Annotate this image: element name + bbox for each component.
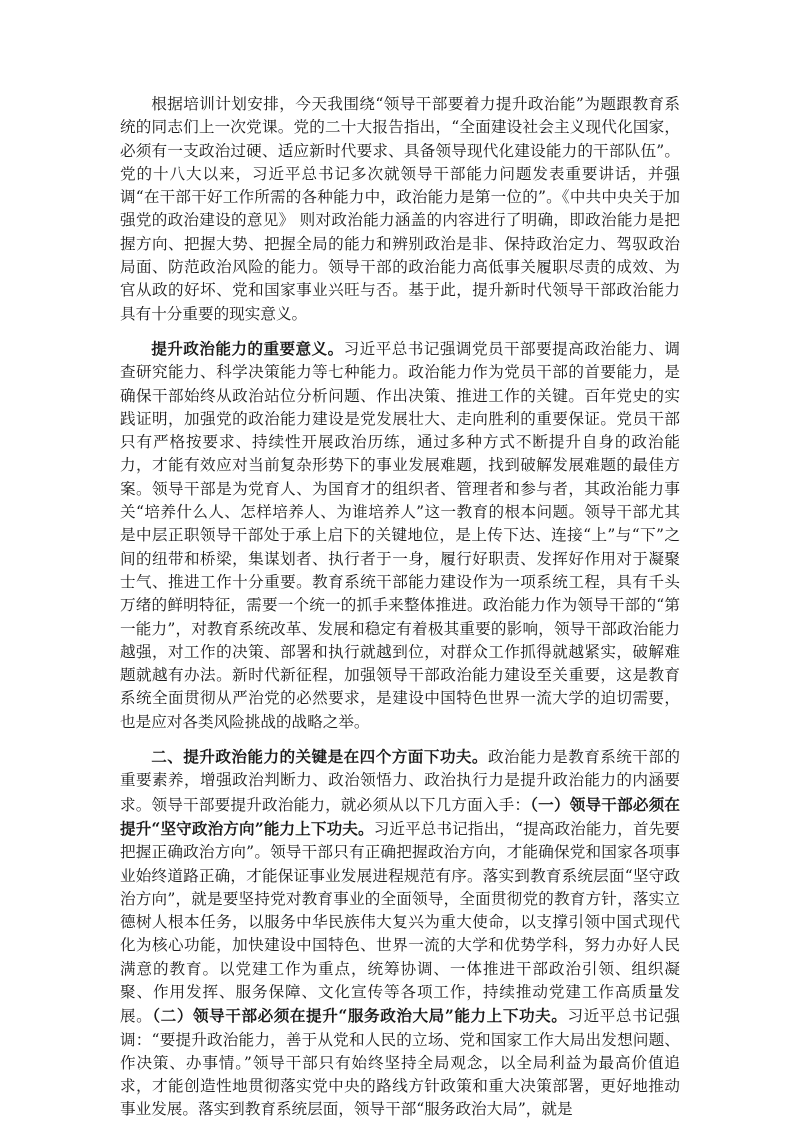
four-aspects-intro-text: 政治能力是教育系统干部的重要素养，增强政治判断力、政治领悟力、政治执行力是提升政治能力的内涵要求。领导干部要提升政治能力，就必须从以下几方面入手：	[120, 748, 680, 814]
political-direction-text: 习近平总书记指出，“提高政治能力，首先要把握正确政治方向”。领导干部只有正确把握政治方向，才能确保党和国家各项事业始终道路正确，才能保证事业发展进程规范有序。落实到教育系统层面“坚守政治方向”，就是要坚持党对教育事业的全面领导，全面贯彻党的教育方针，落实立德树人根本任务，以服务中华民族伟大复兴为重大使命，以支撑引领中国式现代化为核心功能，加快建设中国特色、世界一流的大学和优势学科，努力办好人民满意的教育。以党建工作为重点，统筹协调、一体推进干部政治引领、组织凝聚、作用发挥、服务保障、文化宣传等各项工作，持续推动党建工作高质量发展。	[120, 819, 680, 1026]
paragraph-four-aspects	[120, 745, 680, 1122]
subheading-political-overall: （二）领导干部必须在提升“服务政治大局”能力上下功夫。	[152, 1006, 568, 1026]
subheading-political-direction: （一）领导干部必须在提升“坚守政治方向”能力上下功夫。	[120, 794, 680, 838]
intro-text: 根据培训计划安排，今天我围绕“领导干部要着力提升政治能”为题跟教育系统的同志们上一次党课。党的二十大报告指出，“全面建设社会主义现代化国家，必须有一支政治过硬、适应新时代要求、具备领导现代化建设能力的干部队伍”。党的十八大以来，习近平总书记多次就领导干部能力问题发表重要讲话，并强调“在干部干好工作所需的各种能力中，政治能力是第一位的”。《中共中央关于加强党的政治建设的意见》 则对政治能力涵盖的内容进行了明确，即政治能力是把握方向、把握大势、把握全局的能力和辨别政治是非、保持政治定力、驾驭政治局面、防范政治风险的能力。领导干部的政治能力高低事关履职尽责的成效、为官从政的好坏、党和国家事业兴旺与否。基于此，提升新时代领导干部政治能力具有十分重要的现实意义。	[120, 95, 680, 323]
document-body	[120, 93, 680, 1122]
section-heading-four-aspects: 二、提升政治能力的关键是在四个方面下功夫。	[151, 747, 488, 767]
paragraph-significance	[120, 337, 680, 734]
section-heading-significance: 提升政治能力的重要意义。	[151, 338, 344, 358]
significance-text: 习近平总书记强调党员干部要提高政治能力、调查研究能力、科学决策能力等七种能力。政治能力作为党员干部的首要能力，是确保干部始终从政治站位分析问题、作出决策、推进工作的关键。百年党史的实践证明，加强党的政治能力建设是党发展壮大、走向胜利的重要保证。党员干部只有严格按要求、持续性开展政治历练，通过多种方式不断提升自身的政治能力，才能有效应对当前复杂形势下的事业发展难题，找到破解发展难题的最佳方案。领导干部是为党育人、为国育才的组织者、管理者和参与者，其政治能力事关“培养什么人、怎样培养人、为谁培养人”这一教育的根本问题。领导干部尤其是中层正职领导干部处于承上启下的关键地位，是上传下达、连接“上”与“下”之间的纽带和桥梁，集谋划者、执行者于一身，履行好职责、发挥好作用对于凝聚士气、推进工作十分重要。教育系统干部能力建设作为一项系统工程，具有千头万绪的鲜明特征，需要一个统一的抓手来整体推进。政治能力作为领导干部的“第一能力”，对教育系统改革、发展和稳定有着极其重要的影响，领导干部政治能力越强，对工作的决策、部署和执行就越到位，对群众工作抓得就越紧实，破解难题就越有办法。新时代新征程，加强领导干部政治能力建设至关重要，这是教育系统全面贯彻从严治党的必然要求，是建设中国特色世界一流大学的迫切需要，也是应对各类风险挑战的战略之举。	[120, 339, 680, 731]
political-overall-text: 习近平总书记强调：“要提升政治能力，善于从党和人民的立场、党和国家工作大局出发想问题、作决策、办事情。”领导干部只有始终坚持全局观念，以全局利益为最高价值追求，才能创造性地贯彻落实党中央的路线方针政策和重大决策部署，更好地推动事业发展。落实到教育系统层面，领导干部“服务政治大局”，就是	[120, 1007, 680, 1119]
paragraph-intro	[120, 93, 680, 326]
